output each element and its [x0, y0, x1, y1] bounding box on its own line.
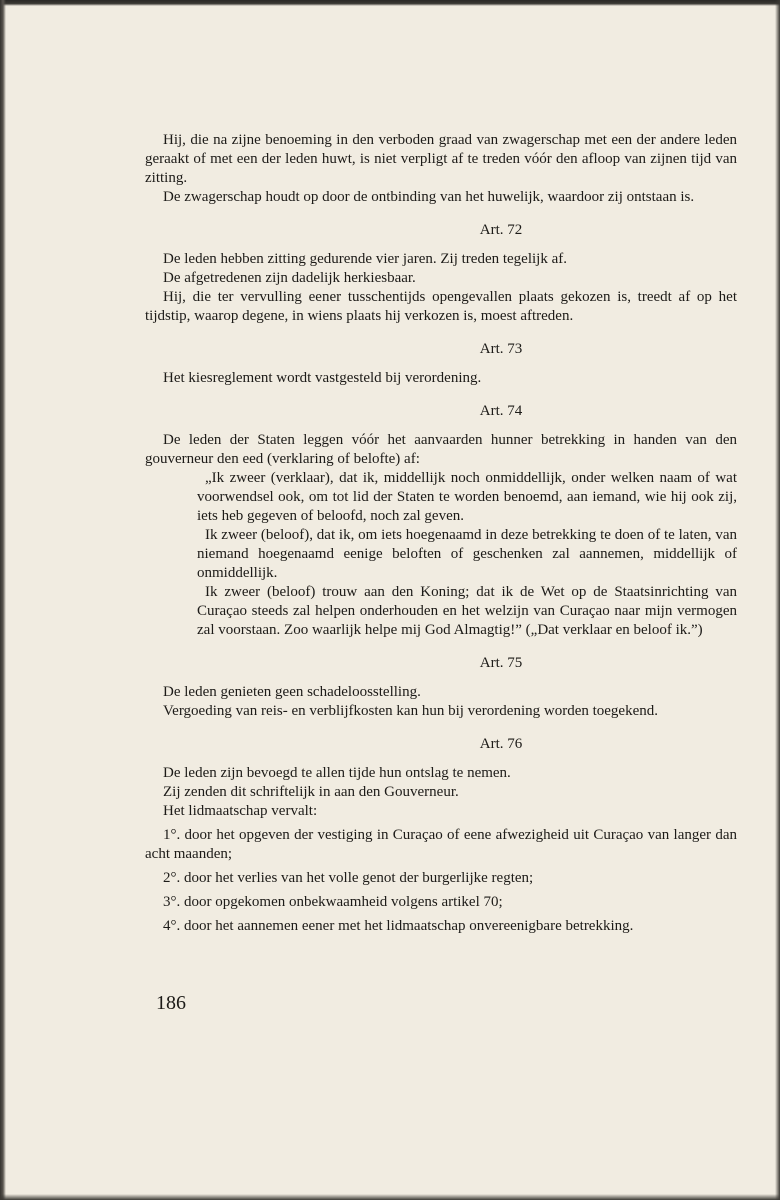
paragraph: De leden zijn bevoegd te allen tijde hun ontslag te nemen.	[163, 765, 511, 781]
paragraph: De afgetredenen zijn dadelijk herkiesbaar.	[163, 270, 416, 286]
list-item: 3°. door opgekomen onbekwaamheid volgens artikel 70;	[163, 894, 503, 910]
paragraph: De leden genieten geen schadeloosstelling.	[163, 684, 421, 700]
paragraph: Hij, die na zijne benoeming in den verboden graad van zwagerschap met een der andere leden geraakt of met een der leden huwt, is niet verpligt af te treden vóór den afloop van zijnen tijd van zitting.	[145, 132, 737, 186]
scan-edge-right	[775, 0, 780, 1200]
page-number: 186	[156, 992, 186, 1014]
oath-text	[145, 469, 737, 640]
oath-paragraph: „Ik zweer (verklaar), dat ik, middellijk noch onmiddellijk, onder welken naam of wat voorwendsel ook, om tot lid der Staten te worden benoemd, aan iemand, wie hij ook zij, iets heb gegeven of beloofd, noch zal geven.	[197, 470, 737, 524]
article-heading-74: Art. 74	[479, 403, 523, 419]
list-item: 1°. door het opgeven der vestiging in Curaçao of eene afwezigheid uit Curaçao van langer dan acht maanden;	[145, 827, 737, 862]
article-heading-73: Art. 73	[479, 341, 523, 357]
oath-paragraph: Ik zweer (beloof), dat ik, om iets hoegenaamd in deze betrekking te doen of te laten, van niemand hoegenaamd eenige beloften of geschenken zal aannemen, middellijk of onmiddellijk.	[197, 527, 737, 581]
oath-paragraph: Ik zweer (beloof) trouw aan den Koning; dat ik de Wet op de Staatsinrichting van Curaçao steeds zal helpen onderhouden en het welzijn van Curaçao naar mijn vermogen zal voorstaan. Zoo waarlijk helpe mij God Almagtig!” („Dat verklaar en beloof ik.”)	[197, 584, 737, 638]
article-heading-72: Art. 72	[479, 222, 523, 238]
scan-edge-bottom	[0, 1194, 780, 1200]
list-item: 4°. door het aannemen eener met het lidmaatschap onvereenigbare betrekking.	[163, 918, 634, 934]
paragraph: De zwagerschap houdt op door de ontbinding van het huwelijk, waardoor zij ontstaan is.	[163, 189, 695, 205]
scan-edge-top	[0, 0, 780, 6]
paragraph: Zij zenden dit schriftelijk in aan den Gouverneur.	[163, 784, 459, 800]
scan-edge-left	[0, 0, 6, 1200]
paragraph: Hij, die ter vervulling eener tusschentijds opengevallen plaats gekozen is, treedt af op het tijdstip, waarop degene, in wiens plaats hij verkozen is, moest aftreden.	[145, 289, 737, 324]
paragraph: De leden der Staten leggen vóór het aanvaarden hunner betrekking in handen van den gouverneur den eed (verklaring of belofte) af:	[145, 432, 737, 467]
paragraph: De leden hebben zitting gedurende vier jaren. Zij treden tegelijk af.	[163, 251, 567, 267]
page-body	[145, 131, 737, 936]
paragraph: Het kiesreglement wordt vastgesteld bij verordening.	[163, 370, 482, 386]
list-item: 2°. door het verlies van het volle genot der burgerlijke regten;	[163, 870, 534, 886]
article-heading-75: Art. 75	[479, 655, 523, 671]
paragraph: Het lidmaatschap vervalt:	[163, 803, 318, 819]
paragraph: Vergoeding van reis- en verblijfkosten kan hun bij verordening worden toegekend.	[163, 703, 658, 719]
article-heading-76: Art. 76	[479, 736, 523, 752]
